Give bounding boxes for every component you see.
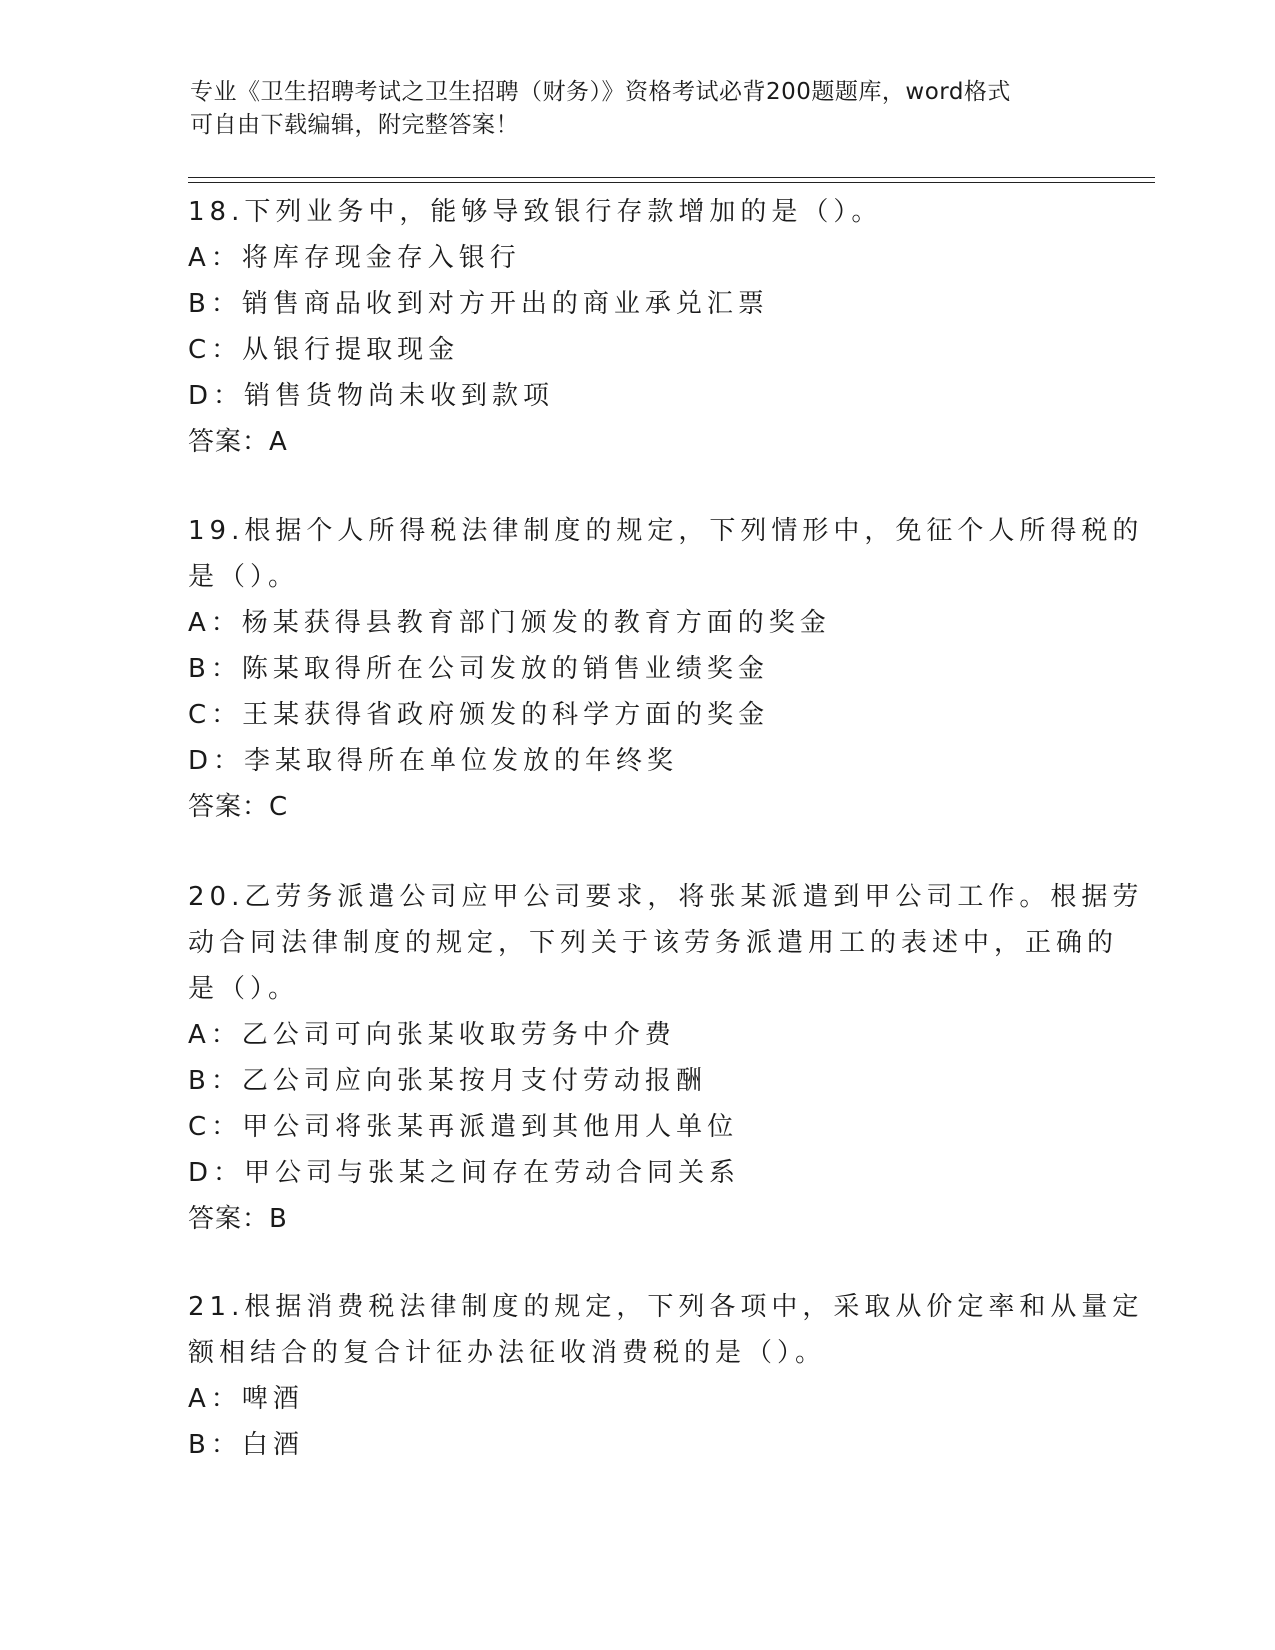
header-divider-bottom [188, 182, 1155, 183]
question-stem-line: 19.根据个人所得税法律制度的规定，下列情形中，免征个人所得税的 [188, 516, 1144, 546]
document-header [190, 76, 1090, 142]
answer-label: 答案：C [188, 792, 289, 822]
question-21 [188, 1284, 1144, 1468]
option-b: B：销售商品收到对方开出的商业承兑汇票 [188, 289, 769, 319]
header-divider-top [188, 177, 1155, 178]
question-19 [188, 508, 1144, 830]
question-stem [188, 189, 1088, 235]
question-stem [188, 1284, 1144, 1376]
question-stem-line: 18.下列业务中，能够导致银行存款增加的是（）。 [188, 197, 883, 227]
question-stem-line: 动合同法律制度的规定，下列关于该劳务派遣用工的表述中，正确的 [188, 928, 1119, 958]
answer-label: 答案：A [188, 427, 288, 457]
option-a: A：乙公司可向张某收取劳务中介费 [188, 1020, 676, 1050]
question-stem-line: 21.根据消费税法律制度的规定，下列各项中，采取从价定率和从量定 [188, 1292, 1144, 1322]
question-stem-line: 是（）。 [188, 974, 300, 1004]
option-a: A：杨某获得县教育部门颁发的教育方面的奖金 [188, 608, 831, 638]
option-c: C：从银行提取现金 [188, 335, 460, 365]
option-c: C：王某获得省政府颁发的科学方面的奖金 [188, 700, 770, 730]
question-stem-line: 是（）。 [188, 562, 300, 592]
option-a: A：啤酒 [188, 1384, 304, 1414]
option-a: A：将库存现金存入银行 [188, 243, 521, 273]
header-line-1: 专业《卫生招聘考试之卫生招聘（财务）》资格考试必背200题题库，word格式 [190, 79, 1011, 105]
question-stem-line: 20.乙劳务派遣公司应甲公司要求，将张某派遣到甲公司工作。根据劳 [188, 882, 1144, 912]
option-d: D：销售货物尚未收到款项 [188, 381, 555, 411]
option-d: D：甲公司与张某之间存在劳动合同关系 [188, 1158, 741, 1188]
question-stem [188, 508, 1144, 600]
question-20 [188, 874, 1144, 1242]
option-d: D：李某取得所在单位发放的年终奖 [188, 746, 679, 776]
option-b: B：陈某取得所在公司发放的销售业绩奖金 [188, 654, 769, 684]
answer-label: 答案：B [188, 1204, 288, 1234]
question-18 [188, 189, 1088, 465]
option-b: B：白酒 [188, 1430, 304, 1460]
header-line-2: 可自由下载编辑，附完整答案！ [190, 112, 519, 138]
question-stem [188, 874, 1144, 1012]
option-b: B：乙公司应向张某按月支付劳动报酬 [188, 1066, 707, 1096]
option-c: C：甲公司将张某再派遣到其他用人单位 [188, 1112, 739, 1142]
question-stem-line: 额相结合的复合计征办法征收消费税的是（）。 [188, 1338, 827, 1368]
